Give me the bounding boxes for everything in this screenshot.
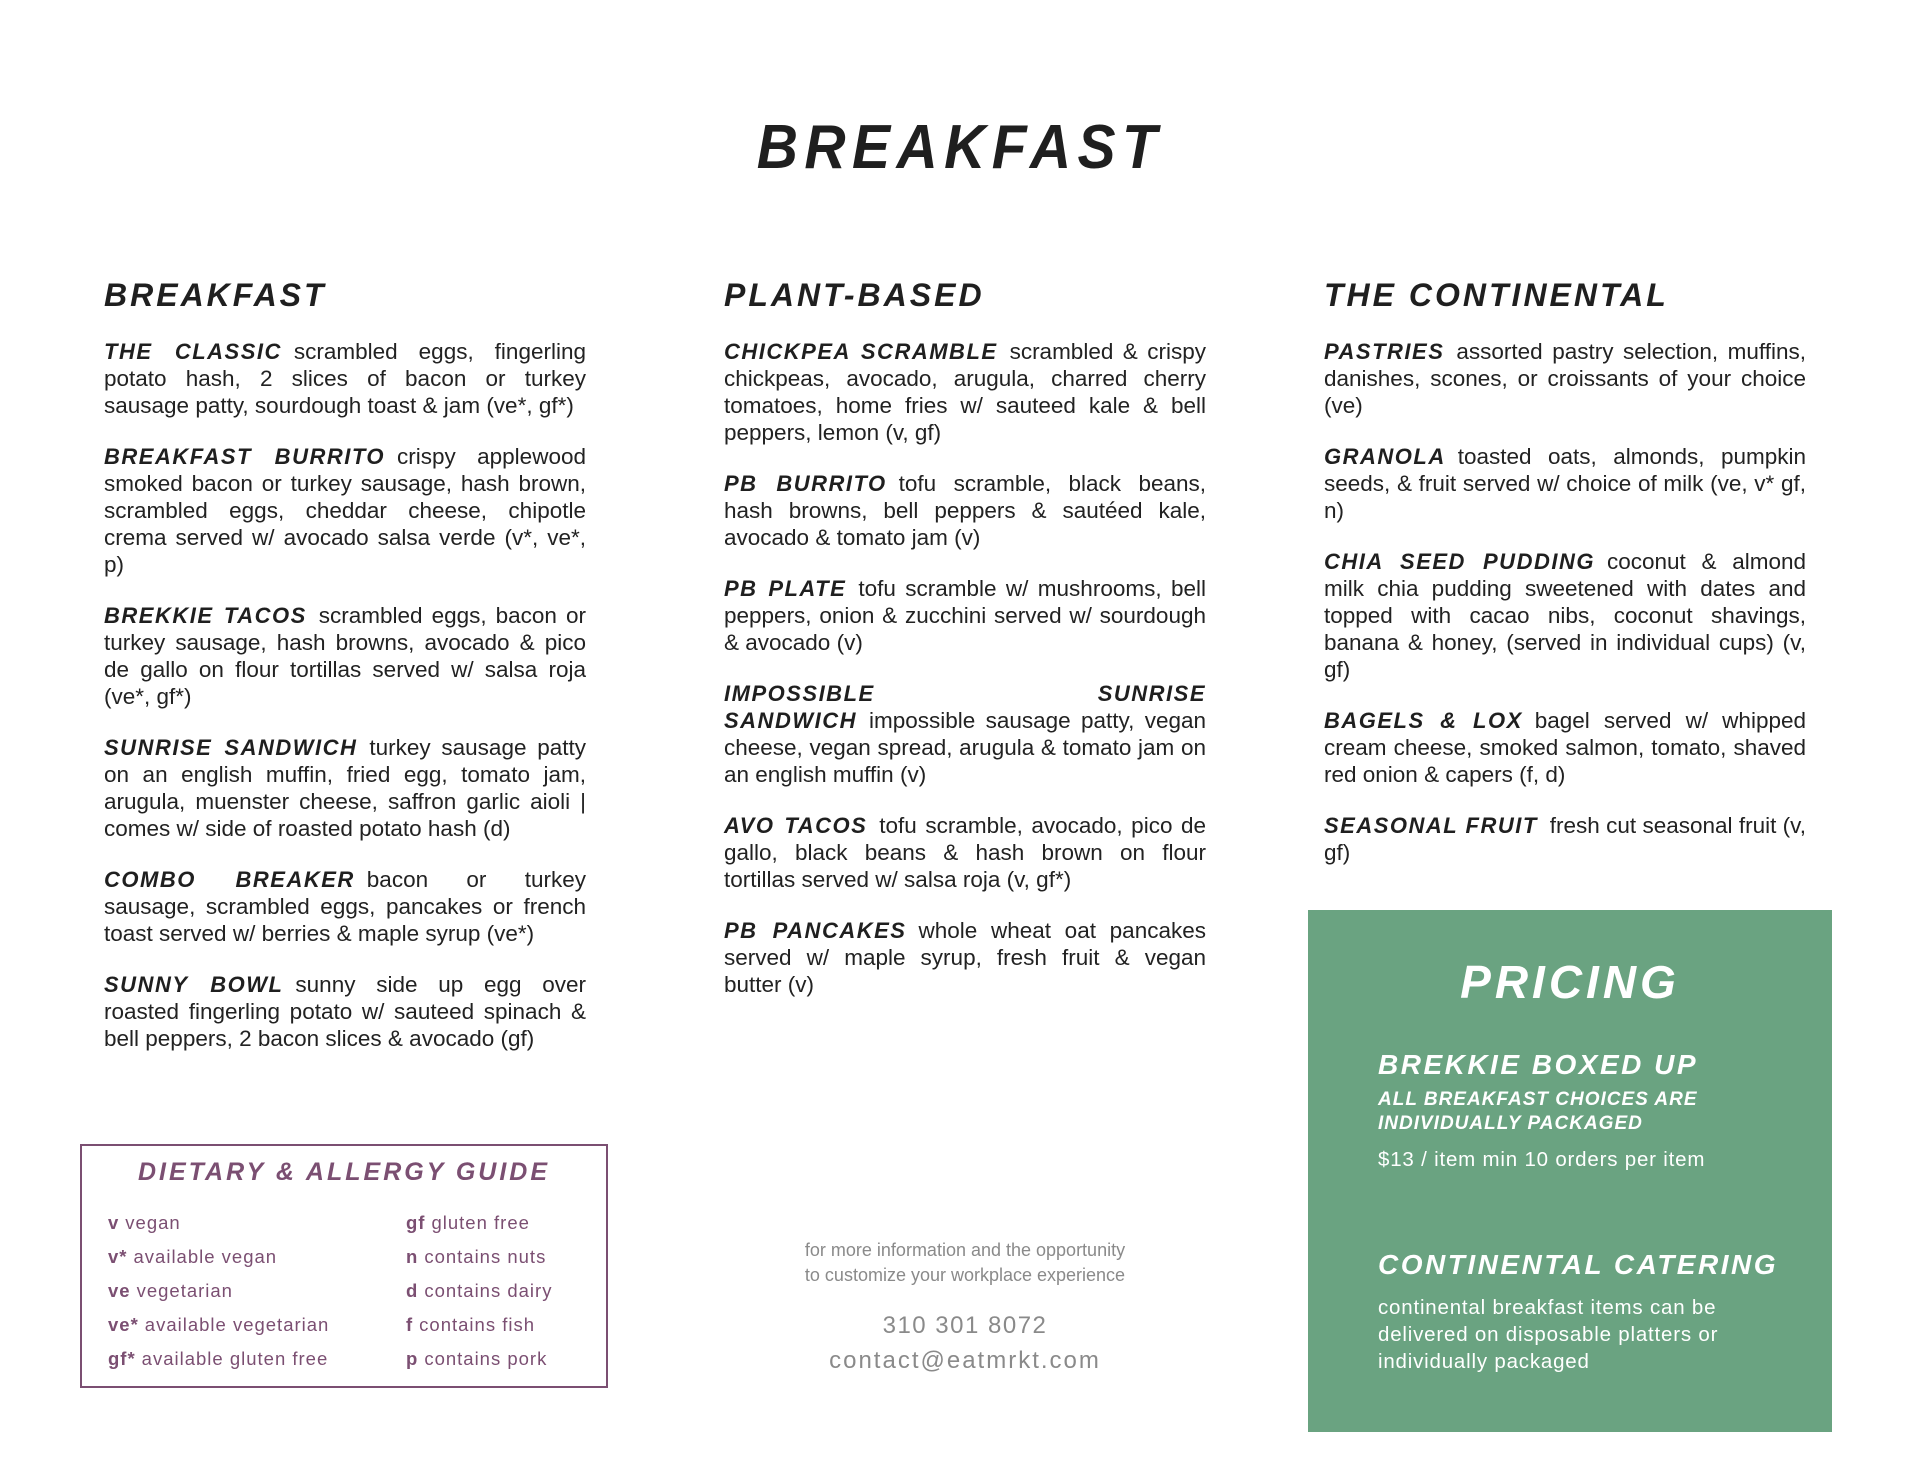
menu-item [104,971,586,1052]
column-breakfast [104,274,586,1076]
guide-column-right [406,1206,552,1376]
menu-item [724,917,1206,998]
item-desc: assorted pastry selection, muffins, danishes, scones, or croissants of your choice (ve) [1324,339,1806,418]
guide-code: d [406,1280,419,1301]
guide-label: contains nuts [424,1246,547,1267]
guide-label: contains fish [419,1314,536,1335]
item-desc: tofu scramble, black beans, hash browns, bell peppers & sautéed kale, avocado & tomato jam (v) [724,471,1207,550]
guide-code: f [406,1314,414,1335]
guide-label: contains dairy [424,1280,553,1301]
price-block-continental [1378,1246,1802,1375]
guide-label: contains pork [424,1348,548,1369]
guide-entry [406,1342,552,1376]
item-name: BAGELS & LOX [1324,708,1523,733]
contact-note-line: for more information and the opportunity [804,1240,1126,1260]
guide-entry [108,1308,329,1342]
contact-email[interactable]: contact@eatmrkt.com [829,1347,1101,1374]
guide-title: DIETARY & ALLERGY GUIDE [137,1158,551,1186]
item-name: PB BURRITO [724,471,887,496]
pricing-title: PRICING [1460,956,1680,1008]
item-name: PASTRIES [1324,339,1445,364]
item-desc: coconut & almond milk chia pudding sweetened with dates and topped with cacao nibs, coconut shavings, banana & honey, (served in individual cups) (v, gf) [1324,549,1806,682]
price-name: BREKKIE BOXED UP [1378,1049,1699,1080]
guide-code: v [108,1212,120,1233]
item-desc: sunny side up egg over roasted fingerling potato w/ sauteed spinach & bell peppers, 2 bacon slices & avocado (gf) [104,972,586,1051]
item-desc: crispy applewood smoked bacon or turkey sausage, hash brown, scrambled eggs, cheddar cheese, chipotle crema served w/ avocado salsa verde (v*, ve*, p) [104,444,586,577]
price-text: continental breakfast items can be delivered on disposable platters or individually packaged [1378,1296,1719,1373]
pricing-box [1308,910,1832,1432]
section-title: PLANT-BASED [724,277,985,313]
menu-item [724,338,1206,446]
item-name: SEASONAL FRUIT [1324,813,1538,838]
item-name: COMBO BREAKER [104,867,355,892]
guide-entry [108,1274,329,1308]
dietary-guide [80,1144,608,1388]
menu-item [104,602,586,710]
contact-note-line: to customize your workplace experience [804,1265,1126,1285]
guide-entry [406,1206,552,1240]
item-name: GRANOLA [1324,444,1446,469]
item-desc: scrambled eggs, fingerling potato hash, 2 slices of bacon or turkey sausage patty, sourdough toast & jam (ve*, gf*) [104,339,586,418]
menu-item [1324,443,1806,524]
item-desc: whole wheat oat pancakes served w/ maple syrup, fresh fruit & vegan butter (v) [724,918,1206,997]
menu-item [1324,338,1806,419]
guide-code: n [406,1246,419,1267]
item-name: AVO TACOS [724,813,868,838]
menu-item [1324,707,1806,788]
guide-label: gluten free [431,1212,530,1233]
item-desc: impossible sausage patty, vegan cheese, vegan spread, arugula & tomato jam on an english muffin (v) [724,708,1206,787]
menu-item [724,575,1206,656]
guide-label: vegetarian [136,1280,233,1301]
item-name: THE CLASSIC [104,339,282,364]
price-subtitle-line: INDIVIDUALLY PACKAGED [1378,1113,1643,1134]
price-subtitle-line: ALL BREAKFAST CHOICES ARE [1378,1089,1698,1110]
menu-item [1324,548,1806,683]
item-desc: toasted oats, almonds, pumpkin seeds, & fruit served w/ choice of milk (ve, v* gf, n) [1324,444,1806,523]
guide-code: gf* [108,1348,136,1369]
item-name: CHIA SEED PUDDING [1324,549,1595,574]
item-name: SUNNY BOWL [104,972,284,997]
guide-code: ve [108,1280,131,1301]
guide-code: p [406,1348,419,1369]
menu-item [104,338,586,419]
item-name: SUNRISE SANDWICH [104,735,358,760]
item-desc: scrambled & crispy chickpeas, avocado, arugula, charred cherry tomatoes, home fries w/ sauteed kale & bell peppers, lemon (v, gf) [724,339,1207,445]
guide-code: gf [406,1212,426,1233]
guide-column-left [108,1206,329,1376]
item-desc: bagel served w/ whipped cream cheese, smoked salmon, tomato, shaved red onion & capers (f, d) [1324,708,1807,787]
section-title: THE CONTINENTAL [1324,277,1669,313]
item-name: IMPOSSIBLE SUNRISE SANDWICH [724,681,1206,733]
menu-item [724,812,1206,893]
menu-item [104,866,586,947]
contact-note [724,1238,1206,1288]
page-title: BREAKFAST [756,113,1164,182]
item-name: BREAKFAST BURRITO [104,444,386,469]
item-name: PB PLATE [724,576,847,601]
guide-code: ve* [108,1314,139,1335]
section-title: BREAKFAST [104,277,327,313]
menu-item [724,470,1206,551]
item-desc: tofu scramble w/ mushrooms, bell peppers, onion & zucchini served w/ sourdough & avocado (v) [724,576,1207,655]
contact-phone[interactable]: 310 301 8072 [882,1312,1048,1339]
item-desc: fresh cut seasonal fruit (v, gf) [1324,813,1807,865]
guide-code: v* [108,1246,128,1267]
guide-entry [108,1206,329,1240]
column-continental [1324,274,1806,890]
guide-label: available vegetarian [144,1314,330,1335]
item-name: PB PANCAKES [724,918,907,943]
item-desc: bacon or turkey sausage, scrambled eggs, pancakes or french toast served w/ berries & maple syrup (ve*) [104,867,586,946]
guide-label: vegan [125,1212,181,1233]
price-subtitle [1378,1088,1802,1136]
price-block-boxed [1378,1046,1802,1173]
item-desc: tofu scramble, avocado, pico de gallo, black beans & hash brown on flour tortillas served w/ salsa roja (v, gf*) [724,813,1206,892]
item-desc: scrambled eggs, bacon or turkey sausage, hash browns, avocado & pico de gallo on flour tortillas served w/ salsa roja (ve*, gf*) [104,603,586,709]
guide-entry [406,1274,552,1308]
guide-entry [406,1308,552,1342]
guide-label: available vegan [133,1246,278,1267]
item-desc: turkey sausage patty on an english muffin, fried egg, tomato jam, arugula, muenster cheese, saffron garlic aioli | comes w/ side of roasted potato hash (d) [104,735,586,841]
menu-item [1324,812,1806,866]
guide-label: available gluten free [141,1348,329,1369]
menu-item [104,443,586,578]
column-plant-based [724,274,1206,1022]
guide-entry [406,1240,552,1274]
menu-item [724,680,1206,788]
guide-entry [108,1342,329,1376]
guide-entry [108,1240,329,1274]
price-text: $13 / item min 10 orders per item [1378,1148,1706,1171]
item-name: BREKKIE TACOS [104,603,307,628]
item-name: CHICKPEA SCRAMBLE [724,339,998,364]
menu-item [104,734,586,842]
price-name: CONTINENTAL CATERING [1378,1249,1778,1280]
